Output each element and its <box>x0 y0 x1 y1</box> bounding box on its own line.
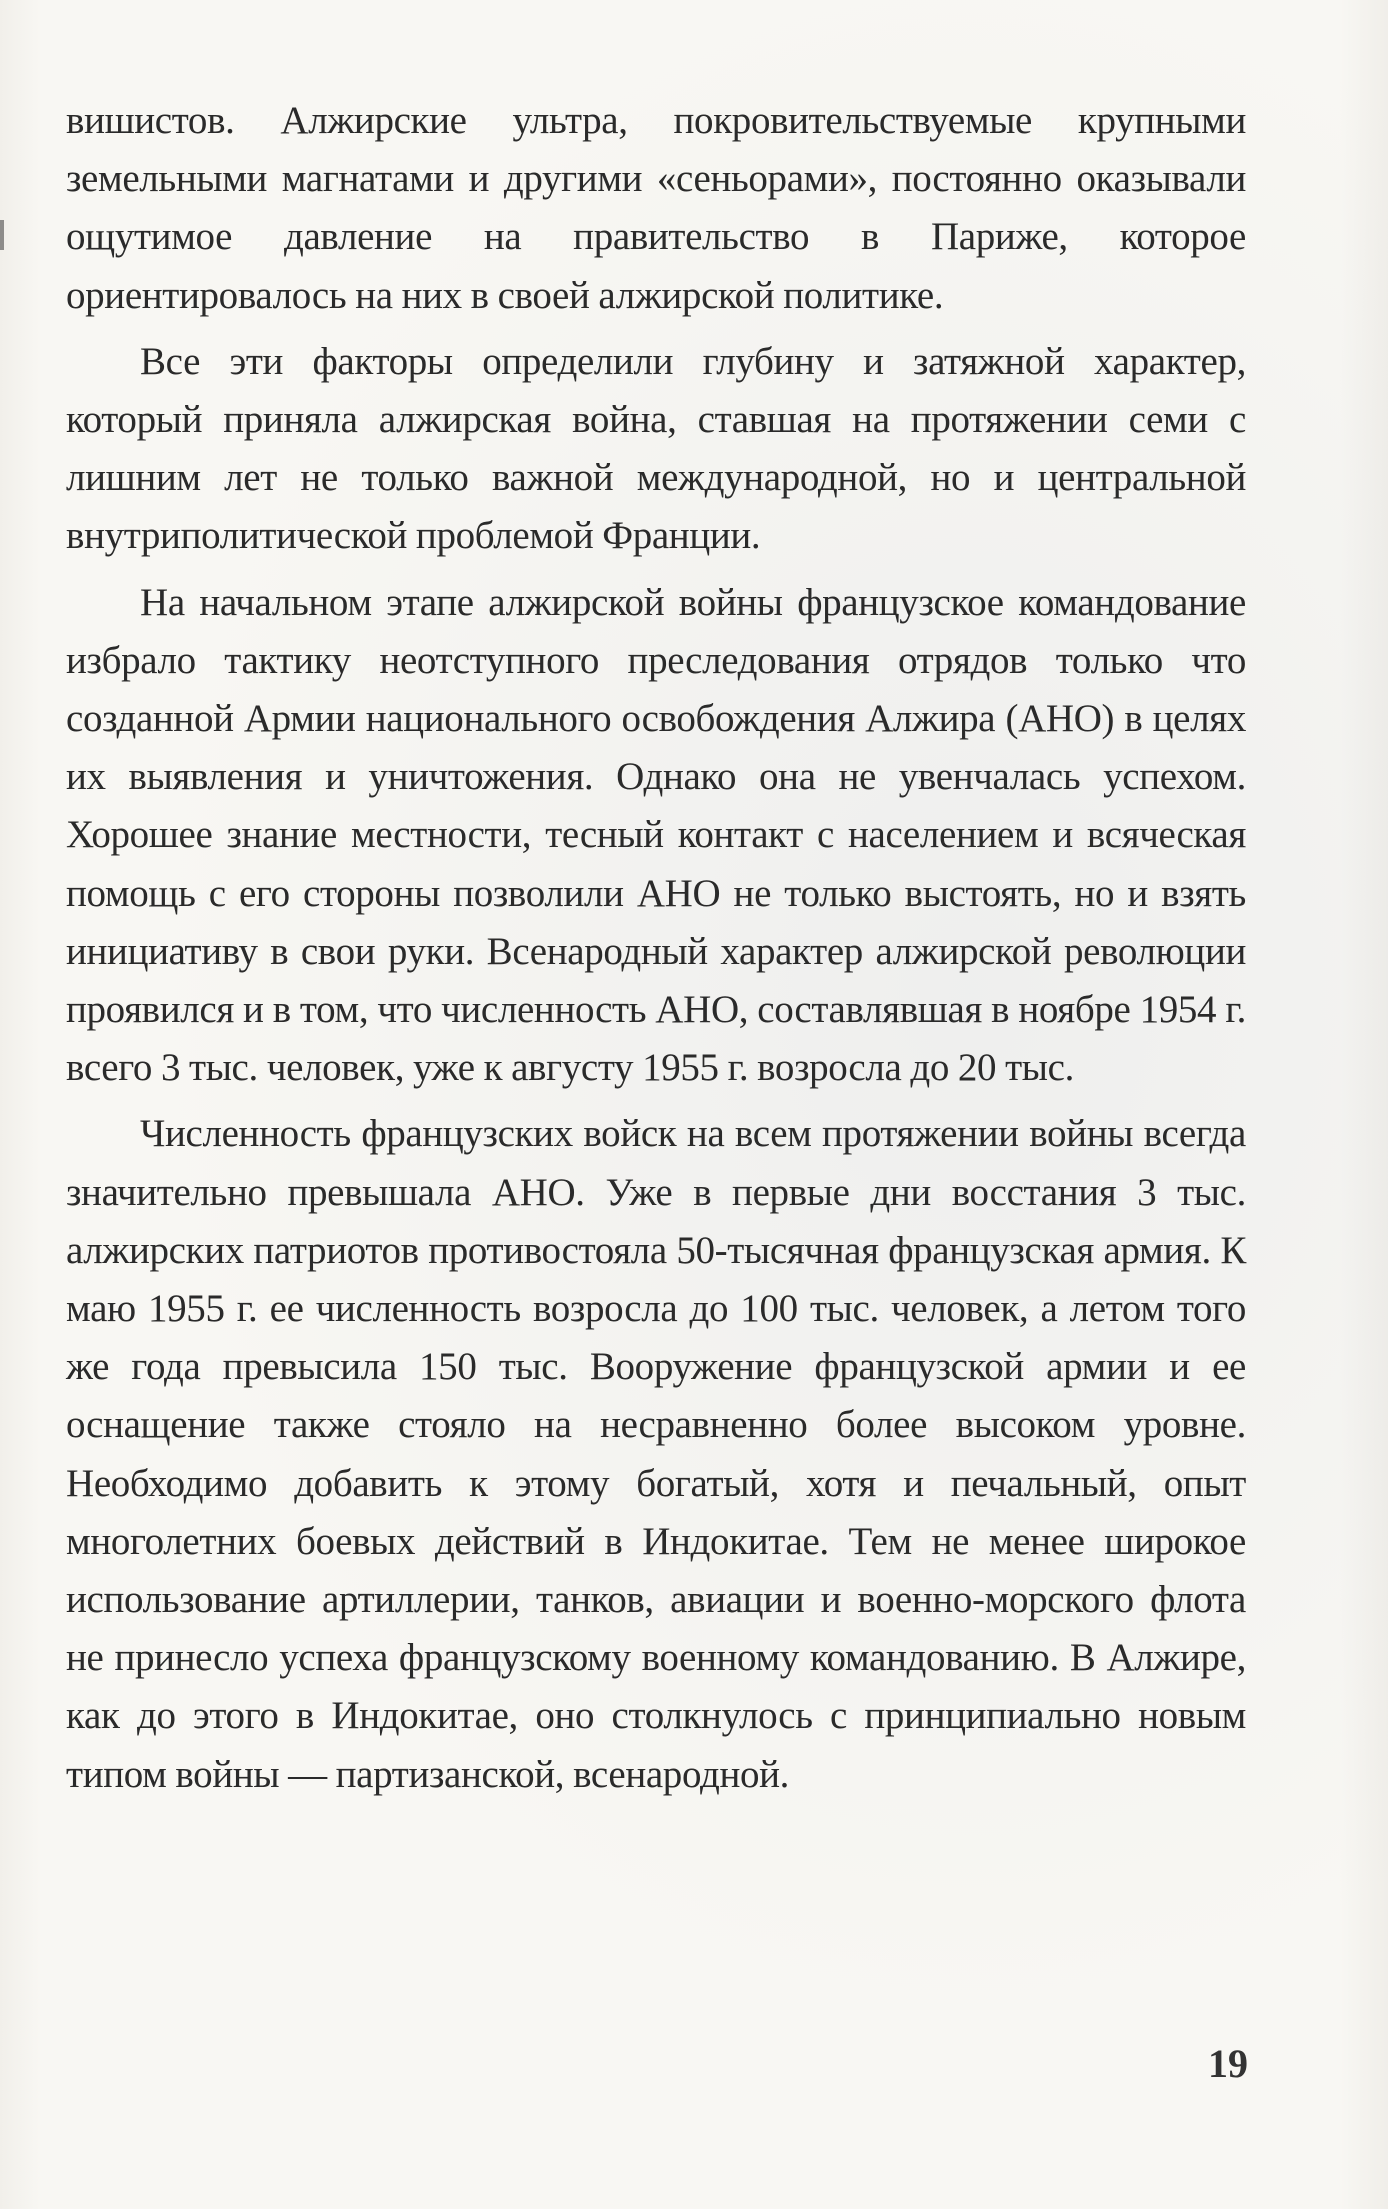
paragraph: На начальном этапе алжирской войны французское командование избрало тактику неотступного преследования отрядов только что созданной Армии национального освобождения Алжира (АНО) в целях их выявления и уничтожения. Однако она не увенчалась успехом. Хорошее знание местности, тесный контакт с населением и всяческая помощь с его стороны позволили АНО не только выстоять, но и взять инициативу в свои руки. Всенародный характер алжирской революции проявился и в том, что численность АНО, составлявшая в ноябре 1954 г. всего 3 тыс. человек, уже к августу 1955 г. возросла до 20 тыс. <box>66 580 1246 1090</box>
paragraph: Все эти факторы определили глубину и затяжной характер, который приняла алжирская война, ставшая на протяжении семи с лишним лет не только важной международной, но и центральной внутриполитической проблемой Франции. <box>66 339 1246 558</box>
page-number: 19 <box>1208 2041 1248 2086</box>
body-text <box>66 92 1246 1804</box>
paragraph: Численность французских войск на всем протяжении войны всегда значительно превышала АНО. Уже в первые дни восстания 3 тыс. алжирских патриотов противостояла 50-тысячная французская армия. К маю 1955 г. ее численность возросла до 100 тыс. человек, а летом того же года превысила 150 тыс. Вооружение французской армии и ее оснащение также стояло на несравненно более высоком уровне. Необходимо добавить к этому богатый, хотя и печальный, опыт многолетних боевых действий в Индокитае. Тем не менее широкое использование артиллерии, танков, авиации и военно-морского флота не принесло успеха французскому военному командованию. В Алжире, как до этого в Индокитае, оно столкнулось с принципиально новым типом войны — партизанской, всенародной. <box>66 1112 1246 1796</box>
page-edge-mark <box>0 220 4 250</box>
paragraph-continued: вишистов. Алжирские ультра, покровительствуемые крупными земельными магнатами и другими «сеньорами», постоянно оказывали ощутимое давление на правительство в Париже, которое ориентировалось на них в своей алжирской политике. <box>66 99 1246 317</box>
